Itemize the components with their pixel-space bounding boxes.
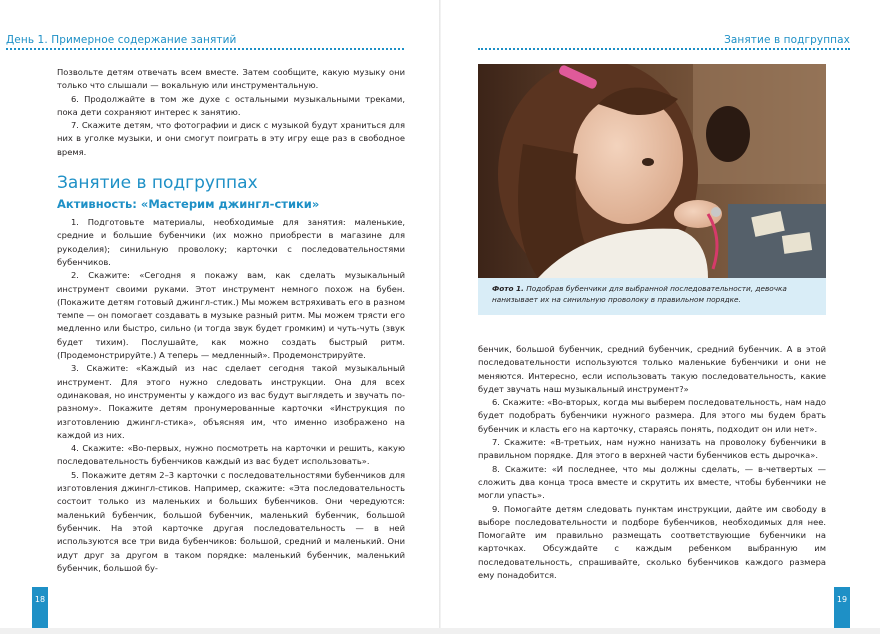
photo-label: Фото 1. — [492, 284, 524, 293]
dotted-rule-left — [6, 48, 404, 50]
running-head-left: День 1. Примерное содержание занятий — [6, 34, 237, 46]
intro-paragraph: 6. Продолжайте в том же духе с остальными музыкальными треками, пока дети сохраняют интерес к занятию. — [57, 93, 405, 117]
body-paragraph: 9. Помогайте детям следовать пунктам инструкции, дайте им свободу в выборе последовательности и подборе бубенчиков, необходимых для нее. Помогайте им правильно размещать соответствующие бубенчики на карточках. Обсуждайте с каждым ребенком выбранную им последовательность, спрашивайте, сколько бубенчиков каждого размера ему понадобится. — [478, 503, 826, 581]
photo-girl-stringing-bells — [478, 64, 826, 278]
activity-title: Активность: «Мастерим джингл-стики» — [57, 197, 320, 212]
running-head-right: Занятие в подгруппах — [724, 34, 850, 46]
body-paragraph: 6. Скажите: «Во-вторых, когда мы выберем последовательность, нам надо будет подобрать бубенчики нужного размера. Для этого мы будем брать бубенчик и класть его на карточку, стараясь понять, подходит он или нет». — [478, 397, 826, 434]
photo-caption — [478, 278, 826, 315]
activity-paragraph: 2. Скажите: «Сегодня я покажу вам, как сделать музыкальный инструмент своими руками. Этот инструмент немного похож на бубен. (Покажите детям готовый джингл-стик.) Мы можем встряхивать его в разном темпе — он помогает создавать в музыке разный ритм. Мы можем трясти его медленно или быстро, сильно (и тогда звук будет громким) и чуть-чуть (звук будет тихим). Послушайте, как можно создать быстрый ритм. (Продемонстрируйте.) А теперь — медленный». Продемонстрируйте. — [57, 270, 405, 361]
activity-paragraph: 3. Скажите: «Каждый из нас сделает сегодня такой музыкальный инструмент. Для этого нужно следовать инструкции. Она для всех одинаковая, но инструменты у каждого из вас будут выглядеть и звучать по-разному». Покажите детям пронумерованные карточки «Инструкция по изготовлению джингл-стика», объясняя им, что именно изображено на каждой из них. — [57, 363, 405, 440]
intro-paragraph: Позвольте детям отвечать всем вместе. Затем сообщите, какую музыку они только что слышали — вокальную или инструментальную. — [57, 67, 405, 91]
activity-paragraph: 1. Подготовьте материалы, необходимые для занятия: маленькие, средние и большие бубенчики (их можно приобрести в магазине для рукоделия); синильную проволоку; карточки с последовательностями бубенчиков. — [57, 217, 405, 267]
book-gutter — [439, 0, 441, 634]
left-text-column — [57, 66, 405, 575]
activity-paragraph: 5. Покажите детям 2–3 карточки с последовательностями бубенчиков для изготовления джингл-стиков. Например, скажите: «Эта последовательность состоит только из маленьких и больших бубенчиков. Они чередуются: маленький бубенчик, большой бубенчик, маленький бубенчик, большой бубенчик. На этой карточке другая последовательность — в ней используются все три вида бубенчиков: большой, средний и маленький. Они идут друг за другом в таком порядке: маленький бубенчик, маленький бубенчик, большой бу- — [57, 469, 405, 573]
intro-paragraph: 7. Скажите детям, что фотографии и диск с музыкой будут храниться для них в уголке музыки, и они смогут поиграть в эту игру еще раз в свободное время. — [57, 120, 405, 157]
body-paragraph: 7. Скажите: «В-третьих, нам нужно нанизать на проволоку бубенчики в правильном порядке. Для этого в верхней части бубенчиков есть дырочка». — [478, 437, 826, 461]
dotted-rule-right — [478, 48, 850, 50]
section-title: Занятие в подгруппах — [57, 173, 258, 194]
page-number-right: 19 — [834, 587, 850, 631]
photo-caption-text: Подобрав бубенчики для выбранной последовательности, девочка нанизывает их на синильную проволоку в правильном порядке. — [492, 284, 787, 304]
right-text-column — [478, 343, 826, 582]
body-paragraph: 8. Скажите: «И последнее, что мы должны сделать, — в-четвертых — сложить два конца троса вместе и скрутить их вместе, чтобы бубенчики не могли упасть». — [478, 463, 826, 501]
page-number-left: 18 — [32, 587, 48, 631]
activity-paragraph: 4. Скажите: «Во-первых, нужно посмотреть на карточки и решить, какую последовательность бубенчиков каждый из вас будет использовать». — [57, 443, 405, 467]
page-bottom-edge — [0, 628, 880, 634]
body-paragraph: бенчик, большой бубенчик, средний бубенчик, средний бубенчик. А в этой последовательности используются только маленькие бубенчики и они не меняются. Интересно, если использовать такую последовательность, какие будет звучать наш музыкальный инструмент?» — [478, 344, 826, 394]
